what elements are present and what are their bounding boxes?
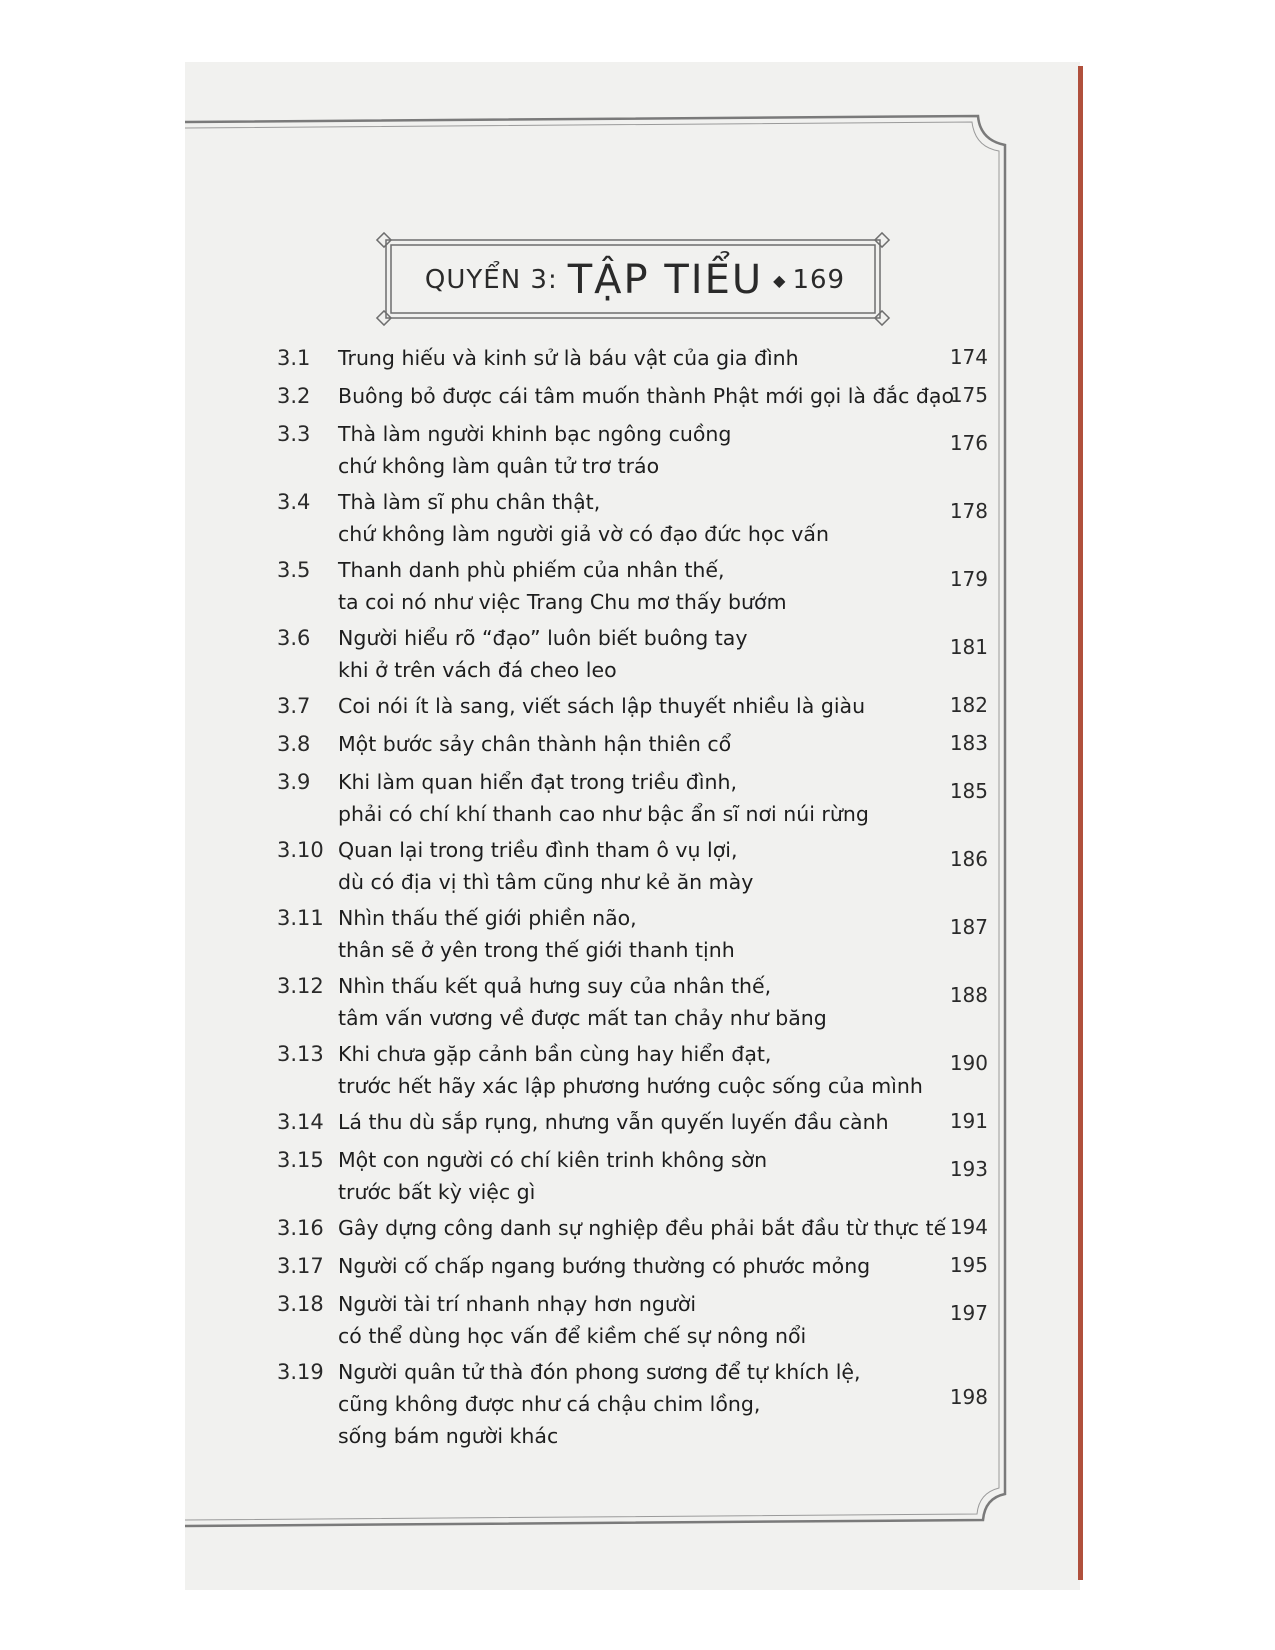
toc-entry-title: [338, 1356, 938, 1452]
toc-entry-title-line: Một con người có chí kiên trinh không sờn: [338, 1148, 768, 1172]
toc-entry-title-line: Người hiểu rõ “đạo” luôn biết buông tay: [338, 626, 748, 650]
toc-entry-number: 3.7: [277, 694, 311, 718]
toc-entry-title-line: sống bám người khác: [338, 1424, 559, 1448]
toc-entry-number: 3.5: [277, 558, 311, 582]
toc-entry-title: [338, 1212, 947, 1244]
toc-entry-number: 3.15: [277, 1148, 324, 1172]
toc-entry-title-line: ta coi nó như việc Trang Chu mơ thấy bướm: [338, 590, 787, 614]
toc-entry-title: [338, 554, 938, 618]
toc-entry-number: 3.3: [277, 422, 311, 446]
toc-entry-title-line: trước hết hãy xác lập phương hướng cuộc sống của mình: [338, 1074, 923, 1098]
toc-entry-page: 185: [949, 779, 988, 803]
toc-entry-title-line: Người tài trí nhanh nhạy hơn người: [338, 1292, 697, 1316]
toc-entry-title-line: Nhìn thấu thế giới phiền não,: [338, 906, 637, 930]
toc-entry-number: 3.17: [277, 1254, 324, 1278]
toc-entry-title: [338, 1288, 938, 1352]
toc-entry-title: [338, 970, 938, 1034]
toc-entry-title-line: chứ không làm người giả vờ có đạo đức học vấn: [338, 522, 829, 546]
part-title: TẬP TIỂU: [567, 257, 764, 303]
toc-entry-number: 3.6: [277, 626, 311, 650]
toc-entry-number: 3.16: [277, 1216, 324, 1240]
toc-entry-page: 182: [949, 693, 988, 717]
toc-entry-title: [338, 690, 938, 722]
toc-entry-page: 175: [949, 383, 988, 407]
toc-entry-title: [338, 1038, 938, 1102]
toc-entry-page: 197: [949, 1301, 988, 1325]
toc-entry-page: 188: [949, 983, 988, 1007]
toc-entry-page: 181: [949, 635, 988, 659]
toc-entry-number: 3.10: [277, 838, 324, 862]
toc-entry-title-line: Khi chưa gặp cảnh bần cùng hay hiển đạt,: [338, 1042, 772, 1066]
toc-entry-title: [338, 728, 938, 760]
toc-entry-number: 3.9: [277, 770, 311, 794]
toc-entry-number: 3.18: [277, 1292, 324, 1316]
toc-entry-title-line: Gây dựng công danh sự nghiệp đều phải bắt đầu từ thực tế: [338, 1216, 947, 1240]
toc-entry-title-line: Khi làm quan hiển đạt trong triều đình,: [338, 770, 737, 794]
toc-entry-title-line: cũng không được như cá chậu chim lồng,: [338, 1392, 761, 1416]
toc-entry-page: 194: [949, 1215, 988, 1239]
toc-entry-title: [338, 342, 938, 374]
toc-entry-page: 198: [949, 1385, 988, 1409]
toc-entry-title: [338, 418, 938, 482]
toc-entry-title-line: trước bất kỳ việc gì: [338, 1180, 536, 1204]
toc-entry-title-line: chứ không làm quân tử trơ tráo: [338, 454, 660, 478]
toc-entry-number: 3.4: [277, 490, 311, 514]
toc-entry-title-line: thân sẽ ở yên trong thế giới thanh tịnh: [338, 938, 735, 962]
part-page-number: 169: [792, 265, 846, 295]
toc-entry-title-line: có thể dùng học vấn để kiềm chế sự nông nổi: [338, 1324, 807, 1348]
toc-entry-page: 179: [949, 567, 988, 591]
toc-entry-page: 186: [949, 847, 988, 871]
toc-entry-number: 3.14: [277, 1110, 324, 1134]
toc-entry-number: 3.2: [277, 384, 311, 408]
toc-entry-title-line: Nhìn thấu kết quả hưng suy của nhân thế,: [338, 974, 772, 998]
toc-entry-title-line: dù có địa vị thì tâm cũng như kẻ ăn mày: [338, 870, 754, 894]
toc-entry-title-line: Thanh danh phù phiếm của nhân thế,: [338, 558, 725, 582]
toc-entry-title-line: Trung hiếu và kinh sử là báu vật của gia đình: [338, 346, 799, 370]
toc-entry-title-line: Thà làm người khinh bạc ngông cuồng: [338, 422, 732, 446]
toc-entry-title-line: Coi nói ít là sang, viết sách lập thuyết nhiều là giàu: [338, 694, 866, 718]
toc-entry-title-line: Một bước sảy chân thành hận thiên cổ: [338, 732, 732, 756]
toc-entry-page: 178: [949, 499, 988, 523]
toc-entry-number: 3.19: [277, 1360, 324, 1384]
toc-entry-number: 3.8: [277, 732, 311, 756]
toc-entry-title: [338, 486, 938, 550]
toc-entry-number: 3.11: [277, 906, 324, 930]
toc-entry-title-line: Thà làm sĩ phu chân thật,: [338, 490, 601, 514]
toc-entry-title: [338, 902, 938, 966]
toc-entry-page: 174: [949, 345, 988, 369]
toc-entry-title: [338, 1250, 938, 1282]
toc-entry-title: [338, 1144, 938, 1208]
toc-entry-page: 195: [949, 1253, 988, 1277]
toc-entry-page: 187: [949, 915, 988, 939]
toc-entry-number: 3.1: [277, 346, 311, 370]
toc-entry-title: [338, 766, 938, 830]
toc-entry-title-line: Buông bỏ được cái tâm muốn thành Phật mới gọi là đắc đạo: [338, 384, 954, 408]
part-label: QUYỂN 3:: [424, 265, 558, 295]
toc-entry-number: 3.13: [277, 1042, 324, 1066]
toc-entry-title-line: Quan lại trong triều đình tham ô vụ lợi,: [338, 838, 738, 862]
toc-entry-page: 176: [949, 431, 988, 455]
diamond-separator-icon: ◆: [773, 270, 787, 290]
toc-entry-page: 183: [949, 731, 988, 755]
toc-entry-title: [338, 380, 954, 412]
toc-entry-title-line: khi ở trên vách đá cheo leo: [338, 658, 617, 682]
toc-entry-title-line: tâm vấn vương về được mất tan chảy như băng: [338, 1006, 827, 1030]
toc-entry-title: [338, 622, 938, 686]
toc-entry-title-line: Người cố chấp ngang bướng thường có phước mỏng: [338, 1254, 871, 1278]
toc-entry-page: 193: [949, 1157, 988, 1181]
toc-entry-page: 190: [949, 1051, 988, 1075]
toc-entry-title-line: Lá thu dù sắp rụng, nhưng vẫn quyến luyến đầu cành: [338, 1110, 889, 1134]
toc-entry-title-line: phải có chí khí thanh cao như bậc ẩn sĩ nơi núi rừng: [338, 802, 869, 826]
toc-entry-page: 191: [949, 1109, 988, 1133]
toc-entry-title: [338, 834, 938, 898]
toc-entry-number: 3.12: [277, 974, 324, 998]
toc-entry-title: [338, 1106, 938, 1138]
toc-entry-title-line: Người quân tử thà đón phong sương để tự khích lệ,: [338, 1360, 861, 1384]
